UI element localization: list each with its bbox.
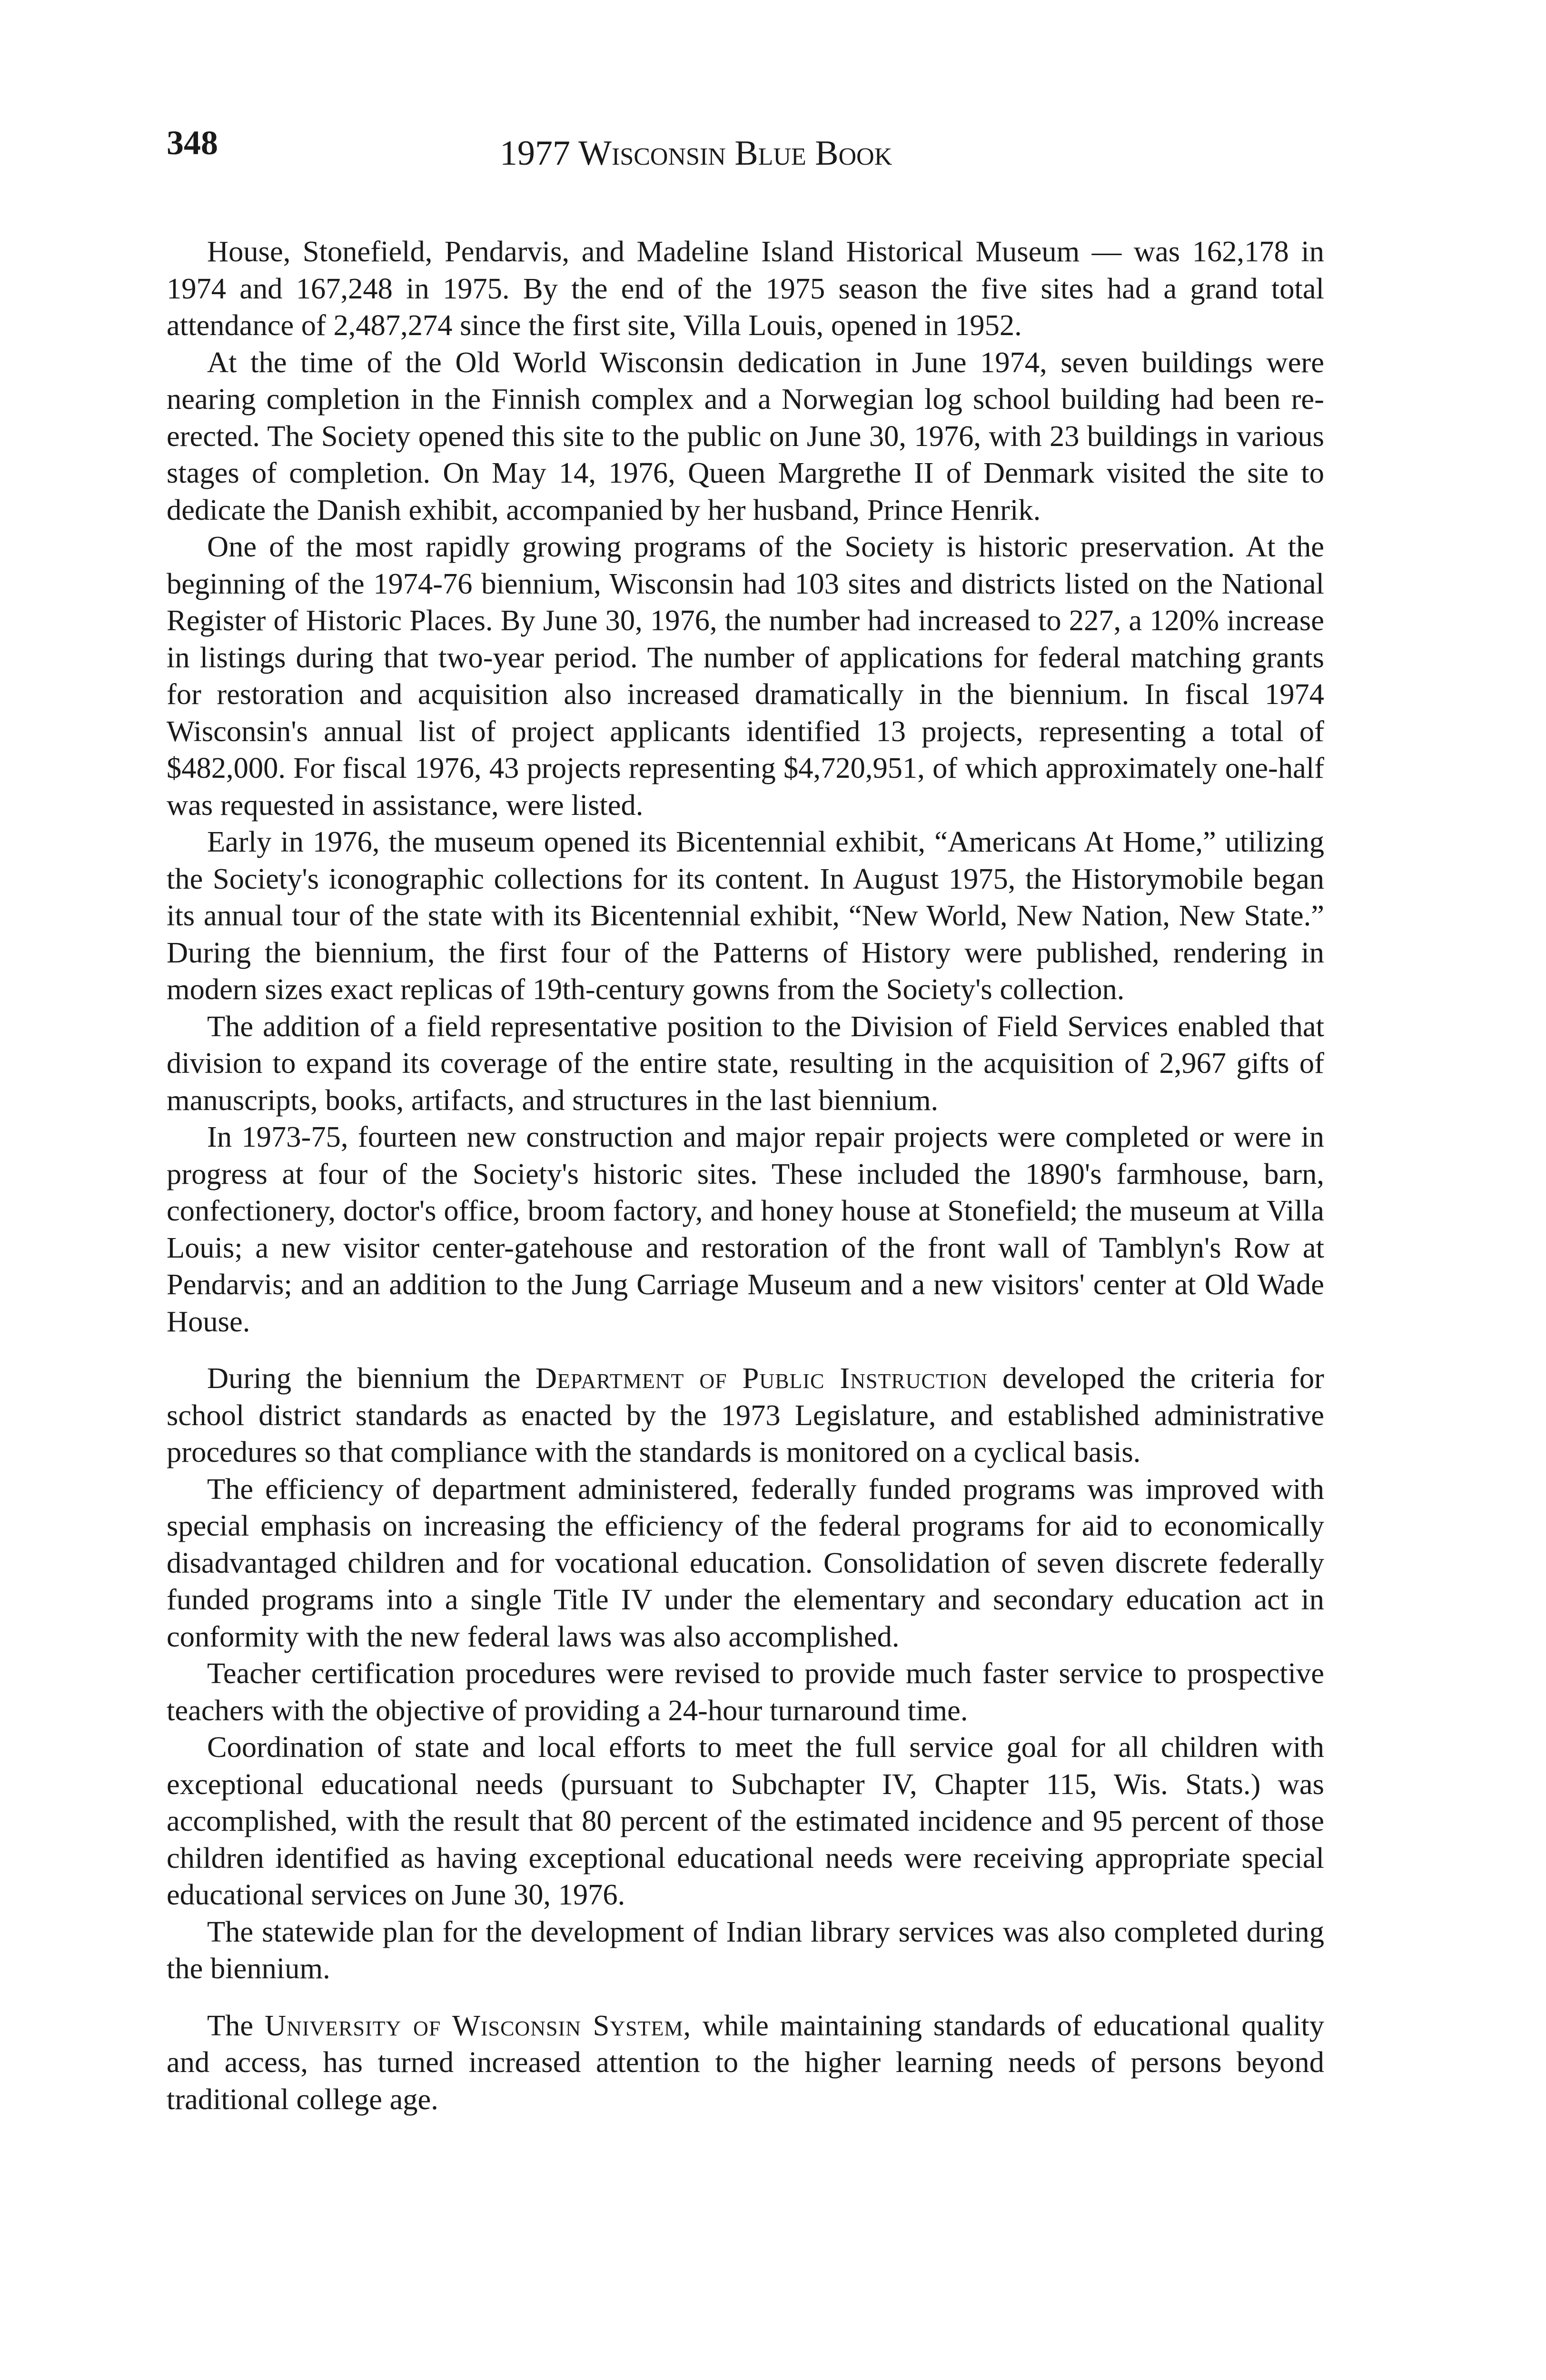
department-name: Department of Public Instruction	[535, 1361, 988, 1395]
paragraph-indian-library: The statewide plan for the development of Indian library services was also completed during the biennium.	[167, 1914, 1324, 1985]
running-head: 1977 Wisconsin Blue Book	[500, 134, 892, 173]
paragraph-bicentennial-exhibit: Early in 1976, the museum opened its Bicentennial exhibit, “Americans At Home,” utilizing the Society's iconographic collections for its content. In August 1975, the Historymobile began its annual tour of the state with its Bicentennial exhibit, “New World, New Nation, New State.” During the biennium, the first four of the Patterns of History were published, rendering in modern sizes exact replicas of 19th-century gowns from the Society's collection.	[167, 825, 1324, 1006]
university-name: University of Wisconsin System,	[264, 2008, 692, 2042]
body-text	[167, 233, 1324, 2118]
paragraph-attendance: House, Stonefield, Pendarvis, and Madeline Island Historical Museum — was 162,178 in 1974 and 167,248 in 1975. By the end of the 1975 season the five sites had a grand total attendance of 2,487,274 since the first site, Villa Louis, opened in 1952.	[167, 235, 1324, 342]
paragraph-university-system: The University of Wisconsin System, while maintaining standards of educational quality and access, has turned increased attention to the higher learning needs of persons beyond traditional college age.	[167, 2008, 1325, 2116]
paragraph-dpi-standards: During the biennium the Department of Public Instruction developed the criteria for school district standards as enacted by the 1973 Legislature, and established administrative procedures so that compliance with the standards is monitored on a cyclical basis.	[167, 1361, 1324, 1468]
page-header	[167, 121, 1000, 174]
paragraph-field-services: The addition of a field representative position to the Division of Field Services enabled that division to expand its coverage of the entire state, resulting in the acquisition of 2,967 gifts of manuscripts, books, artifacts, and structures in the last biennium.	[167, 1009, 1324, 1117]
paragraph-teacher-certification: Teacher certification procedures were revised to provide much faster service to prospective teachers with the objective of providing a 24-hour turnaround time.	[167, 1656, 1324, 1727]
page-number: 348	[167, 124, 218, 162]
paragraph-historic-preservation: One of the most rapidly growing programs of the Society is historic preservation. At the beginning of the 1974-76 biennium, Wisconsin had 103 sites and districts listed on the National Register of Historic Places. By June 30, 1976, the number had increased to 227, a 120% increase in listings during that two-year period. The number of applications for federal matching grants for restoration and acquisition also increased dramatically in the biennium. In fiscal 1974 Wisconsin's annual list of project applicants identified 13 projects, representing a total of $482,000. For fiscal 1976, 43 projects representing $4,720,951, of which approximately one-half was requested in assistance, were listed.	[167, 530, 1324, 822]
paragraph-federal-programs: The efficiency of department administered, federally funded programs was improved with special emphasis on increasing the efficiency of the federal programs for aid to economically disadvantaged children and for vocational education. Consolidation of seven discrete federally funded programs into a single Title IV under the elementary and secondary education act in conformity with the new federal laws was also accomplished.	[167, 1472, 1324, 1653]
paragraph-construction-projects: In 1973-75, fourteen new construction and major repair projects were completed or were in progress at four of the Society's historic sites. These included the 1890's farmhouse, barn, confectionery, doctor's office, broom factory, and honey house at Stonefield; the museum at Villa Louis; a new visitor center-gatehouse and restoration of the front wall of Tamblyn's Row at Pendarvis; and an addition to the Jung Carriage Museum and a new visitors' center at Old Wade House.	[167, 1120, 1324, 1338]
paragraph-old-world-wisconsin: At the time of the Old World Wisconsin dedication in June 1974, seven buildings were nearing completion in the Finnish complex and a Norwegian log school building had been re-erected. The Society opened this site to the public on June 30, 1976, with 23 buildings in various stages of completion. On May 14, 1976, Queen Margrethe II of Denmark visited the site to dedicate the Danish exhibit, accompanied by her husband, Prince Henrik.	[167, 345, 1324, 526]
paragraph-exceptional-needs: Coordination of state and local efforts to meet the full service goal for all children with exceptional educational needs (pursuant to Subchapter IV, Chapter 115, Wis. Stats.) was accomplished, with the result that 80 percent of the estimated incidence and 95 percent of those children identified as having exceptional educational needs were receiving appropriate special educational services on June 30, 1976.	[167, 1730, 1324, 1911]
